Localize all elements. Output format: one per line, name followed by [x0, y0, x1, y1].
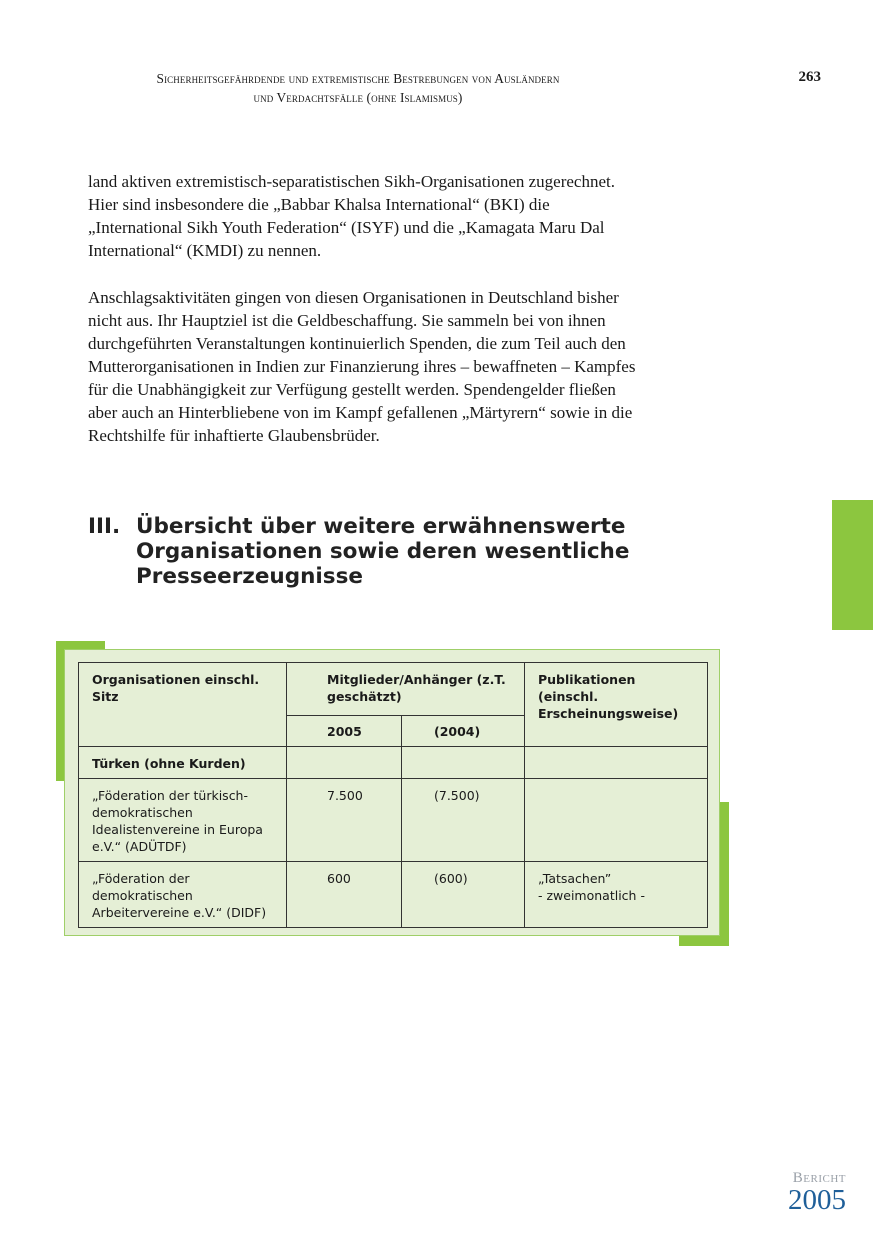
logo-word: Bericht	[792, 1170, 846, 1186]
header-members: Mitglieder/Anhänger (z.T. geschätzt)	[287, 663, 525, 716]
group-cell-empty	[402, 747, 525, 779]
row-organisation: „Föderation der türkisch-demokratischen Idealistenvereine in Europa e.V.“ (ADÜTDF)	[79, 779, 287, 862]
row-organisation: „Föderation der demokratischen Arbeitervereine e.V.“ (DIDF)	[79, 862, 287, 928]
body-paragraph-2: Anschlagsaktivitäten gingen von diesen Organisationen in Deutschland bisher nicht aus. Ihr Hauptziel ist die Geldbeschaffung. Sie sammeln bei von ihnen durchgeführten Veranstaltungen kontinuierlich Spenden, die zum Teil auch den Mutterorganisationen in Indien zur Finanzierung ihres – bewaffneten – Kampfes für die Unabhängigkeit zur Verfügung gestellt werden. Spendengelder fließen aber auch an Hinterbliebene von im Kampf gefallenen „Märtyrern“ sowie in die Rechtshilfe für inhaftierte Glaubensbrüder.	[88, 288, 636, 445]
organisations-table	[78, 662, 708, 928]
row-members-2004: (600)	[402, 862, 525, 928]
group-cell-empty	[525, 747, 708, 779]
table-header-row	[79, 663, 708, 716]
header-year-2004: (2004)	[402, 716, 525, 747]
group-label: Türken (ohne Kurden)	[79, 747, 287, 779]
publication-frequency: - zweimonatlich -	[538, 888, 645, 903]
chapter-tab-marker	[832, 500, 873, 630]
body-paragraph-1: land aktiven extremistisch-separatistischen Sikh-Organisationen zugerechnet. Hier sind insbesondere die „Babbar Khalsa International“ (BKI) die „International Sikh Youth Federation“ (ISYF) und die „Kamagata Maru Dal International“ (KMDI) zu nennen.	[88, 172, 615, 260]
row-publication	[525, 779, 708, 862]
page-number: 263	[798, 69, 821, 85]
header-organisation: Organisationen einschl. Sitz	[79, 663, 287, 747]
section-number: III.	[88, 514, 121, 539]
row-members-2004: (7.500)	[402, 779, 525, 862]
group-cell-empty	[287, 747, 402, 779]
bericht-logo	[776, 1170, 846, 1214]
header-publications: Publikationen (einschl. Erscheinungsweise)	[525, 663, 708, 747]
logo-year: 2005	[788, 1184, 846, 1216]
running-head	[88, 69, 628, 107]
row-publication	[525, 862, 708, 928]
section-title: Übersicht über weitere erwähnenswerte Organisationen sowie deren wesentliche Presseerzeugnisse	[136, 514, 630, 589]
running-head-line-1: Sicherheitsgefährdende und extremistische Bestrebungen von Ausländern	[156, 71, 560, 86]
running-head-line-2: und Verdachtsfälle (ohne Islamismus)	[253, 90, 463, 105]
publication-title: „Tatsachen”	[538, 871, 612, 886]
table-row	[79, 862, 708, 928]
row-members-2005: 600	[287, 862, 402, 928]
table-row	[79, 779, 708, 862]
row-members-2005: 7.500	[287, 779, 402, 862]
header-year-2005: 2005	[287, 716, 402, 747]
table-group-row	[79, 747, 708, 779]
